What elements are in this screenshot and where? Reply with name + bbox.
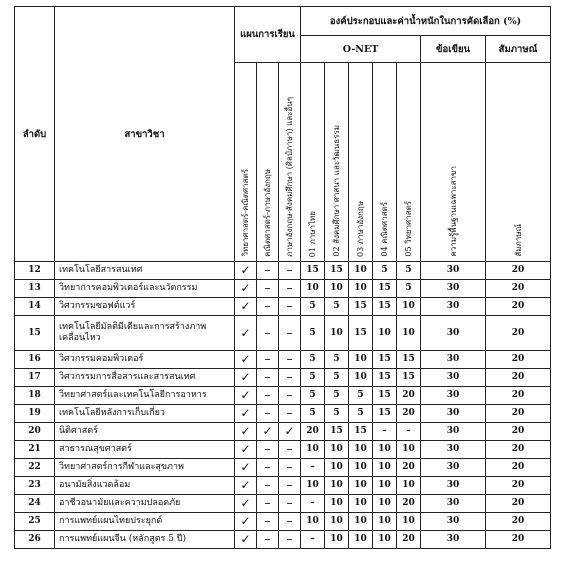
cell-onet: 10 bbox=[349, 280, 373, 298]
cell-interview: 20 bbox=[486, 477, 551, 495]
cell-onet: 15 bbox=[373, 387, 397, 405]
cell-plan: – bbox=[257, 369, 279, 387]
table-row bbox=[15, 280, 551, 298]
cell-onet: 10 bbox=[373, 316, 397, 351]
cell-seq: 13 bbox=[15, 280, 55, 298]
cell-onet: 10 bbox=[373, 531, 397, 549]
cell-onet: 15 bbox=[397, 369, 421, 387]
cell-onet: 10 bbox=[349, 351, 373, 369]
onet-col-2: 02 สังคมศึกษา ศาสนา และวัฒนธรรม bbox=[325, 63, 349, 262]
cell-seq: 23 bbox=[15, 477, 55, 495]
header-onet: O-NET bbox=[301, 36, 421, 63]
cell-seq: 16 bbox=[15, 351, 55, 369]
header-major: สาขาวิชา bbox=[55, 7, 235, 262]
table-row bbox=[15, 531, 551, 549]
cell-onet: 10 bbox=[301, 477, 325, 495]
table-row bbox=[15, 495, 551, 513]
table-row bbox=[15, 441, 551, 459]
cell-onet: 5 bbox=[301, 387, 325, 405]
cell-onet: 5 bbox=[301, 369, 325, 387]
cell-plan: ✓ bbox=[235, 369, 257, 387]
cell-essay: 30 bbox=[421, 513, 486, 531]
cell-major: การแพทย์แผนจีน (หลักสูตร 5 ปี) bbox=[55, 531, 235, 549]
cell-onet: 5 bbox=[397, 262, 421, 280]
cell-seq: 12 bbox=[15, 262, 55, 280]
cell-onet: 5 bbox=[349, 405, 373, 423]
cell-onet: – bbox=[373, 423, 397, 441]
cell-onet: 10 bbox=[349, 369, 373, 387]
cell-onet: 20 bbox=[397, 495, 421, 513]
cell-major: เทคโนโลยีสารสนเทศ bbox=[55, 262, 235, 280]
cell-plan: – bbox=[279, 459, 301, 477]
cell-plan: – bbox=[257, 531, 279, 549]
cell-onet: 10 bbox=[397, 513, 421, 531]
cell-essay: 30 bbox=[421, 459, 486, 477]
cell-essay: 30 bbox=[421, 423, 486, 441]
cell-plan: ✓ bbox=[235, 441, 257, 459]
cell-plan: – bbox=[257, 459, 279, 477]
cell-plan: – bbox=[257, 262, 279, 280]
cell-onet: 20 bbox=[397, 531, 421, 549]
cell-onet: 15 bbox=[373, 298, 397, 316]
plan-col-1: วิทยาศาสตร์-คณิตศาสตร์ bbox=[235, 63, 257, 262]
cell-plan: – bbox=[257, 298, 279, 316]
cell-seq: 14 bbox=[15, 298, 55, 316]
cell-onet: 5 bbox=[325, 369, 349, 387]
cell-onet: 10 bbox=[349, 477, 373, 495]
cell-onet: 10 bbox=[397, 477, 421, 495]
cell-plan: ✓ bbox=[235, 351, 257, 369]
cell-plan: ✓ bbox=[235, 298, 257, 316]
cell-plan: – bbox=[279, 495, 301, 513]
cell-plan: – bbox=[279, 531, 301, 549]
cell-onet: 10 bbox=[325, 441, 349, 459]
table-row bbox=[15, 477, 551, 495]
cell-interview: 20 bbox=[486, 387, 551, 405]
cell-major: วิศวกรรมซอฟต์แวร์ bbox=[55, 298, 235, 316]
cell-onet: 10 bbox=[325, 513, 349, 531]
cell-plan: ✓ bbox=[279, 423, 301, 441]
cell-onet: 10 bbox=[373, 495, 397, 513]
header-plan: แผนการเรียน bbox=[235, 7, 301, 63]
cell-seq: 25 bbox=[15, 513, 55, 531]
cell-essay: 30 bbox=[421, 387, 486, 405]
admission-criteria-table bbox=[14, 6, 551, 549]
cell-plan: ✓ bbox=[235, 531, 257, 549]
cell-onet: 15 bbox=[373, 280, 397, 298]
cell-major: เทคโนโลยีหลังการเก็บเกี่ยว bbox=[55, 405, 235, 423]
cell-onet: 10 bbox=[349, 262, 373, 280]
cell-plan: – bbox=[257, 441, 279, 459]
cell-onet: 5 bbox=[325, 405, 349, 423]
header-essay: ข้อเขียน bbox=[421, 36, 486, 63]
cell-onet: – bbox=[301, 495, 325, 513]
cell-plan: ✓ bbox=[235, 316, 257, 351]
essay-col: ความรู้พื้นฐานเฉพาะสาขา bbox=[421, 63, 486, 262]
cell-interview: 20 bbox=[486, 513, 551, 531]
cell-plan: – bbox=[257, 477, 279, 495]
cell-onet: 10 bbox=[397, 298, 421, 316]
cell-plan: – bbox=[279, 513, 301, 531]
cell-onet: 10 bbox=[301, 441, 325, 459]
cell-onet: 10 bbox=[325, 316, 349, 351]
cell-onet: 15 bbox=[373, 405, 397, 423]
cell-onet: 10 bbox=[325, 477, 349, 495]
cell-onet: 5 bbox=[301, 298, 325, 316]
cell-onet: 10 bbox=[349, 459, 373, 477]
cell-onet: 10 bbox=[349, 531, 373, 549]
cell-plan: ✓ bbox=[235, 280, 257, 298]
cell-interview: 20 bbox=[486, 369, 551, 387]
cell-seq: 18 bbox=[15, 387, 55, 405]
cell-onet: 15 bbox=[325, 423, 349, 441]
cell-plan: – bbox=[279, 477, 301, 495]
cell-plan: – bbox=[257, 351, 279, 369]
cell-plan: – bbox=[279, 280, 301, 298]
table-row bbox=[15, 423, 551, 441]
table-body bbox=[15, 262, 551, 549]
cell-essay: 30 bbox=[421, 351, 486, 369]
cell-major: สาธารณสุขศาสตร์ bbox=[55, 441, 235, 459]
cell-plan: – bbox=[279, 298, 301, 316]
table-row bbox=[15, 369, 551, 387]
cell-essay: 30 bbox=[421, 495, 486, 513]
cell-onet: 10 bbox=[373, 459, 397, 477]
table-row bbox=[15, 316, 551, 351]
cell-plan: – bbox=[257, 513, 279, 531]
cell-plan: – bbox=[279, 316, 301, 351]
table-row bbox=[15, 513, 551, 531]
cell-plan: ✓ bbox=[235, 495, 257, 513]
cell-plan: ✓ bbox=[235, 262, 257, 280]
cell-plan: – bbox=[257, 405, 279, 423]
cell-interview: 20 bbox=[486, 495, 551, 513]
cell-onet: 15 bbox=[349, 298, 373, 316]
cell-onet: 5 bbox=[301, 316, 325, 351]
cell-seq: 19 bbox=[15, 405, 55, 423]
cell-onet: – bbox=[301, 459, 325, 477]
cell-interview: 20 bbox=[486, 316, 551, 351]
cell-interview: 20 bbox=[486, 441, 551, 459]
header-seq: ลำดับ bbox=[15, 7, 55, 262]
cell-interview: 20 bbox=[486, 298, 551, 316]
cell-seq: 20 bbox=[15, 423, 55, 441]
onet-col-1: 01 ภาษาไทย bbox=[301, 63, 325, 262]
cell-essay: 30 bbox=[421, 531, 486, 549]
cell-onet: 10 bbox=[325, 459, 349, 477]
cell-onet: 20 bbox=[397, 459, 421, 477]
cell-seq: 21 bbox=[15, 441, 55, 459]
cell-onet: 10 bbox=[397, 441, 421, 459]
cell-onet: 15 bbox=[325, 262, 349, 280]
cell-interview: 20 bbox=[486, 459, 551, 477]
cell-essay: 30 bbox=[421, 262, 486, 280]
cell-plan: – bbox=[257, 495, 279, 513]
cell-onet: 5 bbox=[301, 405, 325, 423]
cell-onet: 10 bbox=[349, 495, 373, 513]
cell-essay: 30 bbox=[421, 316, 486, 351]
cell-interview: 20 bbox=[486, 405, 551, 423]
onet-col-4: 04 คณิตศาสตร์ bbox=[373, 63, 397, 262]
cell-onet: 5 bbox=[397, 280, 421, 298]
header-interview: สัมภาษณ์ bbox=[486, 36, 551, 63]
cell-onet: 20 bbox=[301, 423, 325, 441]
header-composition: องค์ประกอบและค่าน้ำหนักในการคัดเลือก (%) bbox=[301, 7, 551, 36]
cell-essay: 30 bbox=[421, 441, 486, 459]
cell-seq: 15 bbox=[15, 316, 55, 351]
cell-plan: – bbox=[279, 351, 301, 369]
onet-col-3: 03 ภาษาอังกฤษ bbox=[349, 63, 373, 262]
cell-interview: 20 bbox=[486, 280, 551, 298]
cell-onet: 10 bbox=[349, 513, 373, 531]
cell-onet: – bbox=[301, 531, 325, 549]
cell-plan: – bbox=[257, 280, 279, 298]
cell-onet: 10 bbox=[325, 495, 349, 513]
cell-major: วิทยาการคอมพิวเตอร์และนวัตกรรม bbox=[55, 280, 235, 298]
cell-plan: – bbox=[279, 262, 301, 280]
cell-plan: – bbox=[279, 405, 301, 423]
onet-col-5: 05 วิทยาศาสตร์ bbox=[397, 63, 421, 262]
cell-onet: 10 bbox=[325, 280, 349, 298]
cell-plan: ✓ bbox=[235, 513, 257, 531]
plan-col-3: ภาษาอังกฤษ-สังคมศึกษา (ศิลป์ภาษา) และอื่นๆ bbox=[279, 63, 301, 262]
cell-essay: 30 bbox=[421, 280, 486, 298]
table-row bbox=[15, 459, 551, 477]
cell-plan: – bbox=[257, 316, 279, 351]
cell-onet: 5 bbox=[325, 351, 349, 369]
cell-plan: – bbox=[279, 441, 301, 459]
table-row bbox=[15, 405, 551, 423]
cell-major: วิทยาศาสตร์และเทคโนโลยีการอาหาร bbox=[55, 387, 235, 405]
cell-interview: 20 bbox=[486, 262, 551, 280]
cell-major: วิทยาศาสตร์การกีฬาและสุขภาพ bbox=[55, 459, 235, 477]
cell-plan: ✓ bbox=[235, 387, 257, 405]
cell-plan: ✓ bbox=[257, 423, 279, 441]
cell-seq: 17 bbox=[15, 369, 55, 387]
cell-interview: 20 bbox=[486, 531, 551, 549]
cell-essay: 30 bbox=[421, 369, 486, 387]
cell-onet: 10 bbox=[325, 531, 349, 549]
cell-seq: 24 bbox=[15, 495, 55, 513]
cell-interview: 20 bbox=[486, 351, 551, 369]
cell-major: การแพทย์แผนไทยประยุกต์ bbox=[55, 513, 235, 531]
cell-onet: 10 bbox=[301, 280, 325, 298]
interview-col: สัมภาษณ์ bbox=[486, 63, 551, 262]
cell-onet: 10 bbox=[373, 513, 397, 531]
cell-seq: 26 bbox=[15, 531, 55, 549]
cell-onet: 15 bbox=[373, 369, 397, 387]
cell-onet: 10 bbox=[301, 513, 325, 531]
cell-onet: 5 bbox=[373, 262, 397, 280]
cell-onet: 15 bbox=[349, 316, 373, 351]
cell-major: วิศวกรรมการสื่อสารและสารสนเทศ bbox=[55, 369, 235, 387]
cell-onet: – bbox=[397, 423, 421, 441]
cell-seq: 22 bbox=[15, 459, 55, 477]
cell-onet: 15 bbox=[301, 262, 325, 280]
cell-onet: 10 bbox=[349, 441, 373, 459]
cell-onet: 20 bbox=[397, 387, 421, 405]
cell-onet: 5 bbox=[349, 387, 373, 405]
cell-major: นิติศาสตร์ bbox=[55, 423, 235, 441]
cell-plan: ✓ bbox=[235, 423, 257, 441]
cell-plan: ✓ bbox=[235, 405, 257, 423]
cell-onet: 15 bbox=[349, 423, 373, 441]
cell-onet: 5 bbox=[325, 387, 349, 405]
cell-onet: 15 bbox=[397, 351, 421, 369]
cell-onet: 10 bbox=[373, 477, 397, 495]
cell-essay: 30 bbox=[421, 298, 486, 316]
cell-major: อาชีวอนามัยและความปลอดภัย bbox=[55, 495, 235, 513]
cell-onet: 10 bbox=[397, 316, 421, 351]
cell-onet: 5 bbox=[301, 351, 325, 369]
table-row bbox=[15, 298, 551, 316]
cell-major: วิศวกรรมคอมพิวเตอร์ bbox=[55, 351, 235, 369]
cell-onet: 15 bbox=[373, 351, 397, 369]
cell-essay: 30 bbox=[421, 477, 486, 495]
table-row bbox=[15, 262, 551, 280]
cell-plan: – bbox=[257, 387, 279, 405]
cell-essay: 30 bbox=[421, 405, 486, 423]
cell-onet: 5 bbox=[325, 298, 349, 316]
cell-onet: 10 bbox=[373, 441, 397, 459]
cell-onet: 20 bbox=[397, 405, 421, 423]
cell-interview: 20 bbox=[486, 423, 551, 441]
table-row bbox=[15, 351, 551, 369]
cell-plan: – bbox=[279, 387, 301, 405]
cell-plan: ✓ bbox=[235, 459, 257, 477]
table-row bbox=[15, 387, 551, 405]
cell-plan: – bbox=[279, 369, 301, 387]
cell-plan: ✓ bbox=[235, 477, 257, 495]
cell-major: เทคโนโลยีมัลติมีเดียและการสร้างภาพเคลื่อนไหว bbox=[55, 316, 235, 351]
cell-major: อนามัยสิ่งแวดล้อม bbox=[55, 477, 235, 495]
plan-col-2: คณิตศาสตร์-ภาษาอังกฤษ bbox=[257, 63, 279, 262]
